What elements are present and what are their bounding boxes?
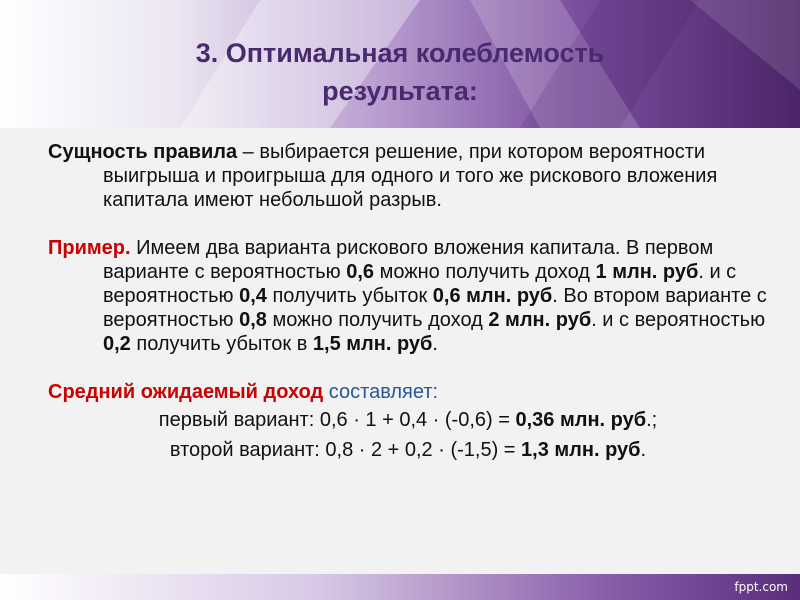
example-text-5: . Во втором варианте с вероятностью (103, 285, 767, 331)
rule-label: Сущность правила (48, 141, 238, 163)
variant-2-result: 1,3 млн. руб (521, 439, 641, 461)
example-label: Пример. (48, 237, 131, 259)
example-value-2: 1 млн. руб (595, 261, 699, 283)
example-paragraph (48, 236, 768, 356)
example-text-1: Имеем два варианта рискового вложения капитала. В первом варианте с вероятностью (103, 237, 714, 283)
footer-bar (0, 574, 800, 600)
example-value-6: 2 млн. руб (488, 309, 592, 331)
slide-body (48, 140, 768, 462)
example-text-7: . и с вероятностью (591, 309, 766, 331)
fppt-logo: fppt.com (734, 580, 788, 594)
example-text-2: можно получить доход (374, 261, 596, 283)
example-text-8: получить убыток в (130, 333, 313, 355)
title-line-2: результата: (322, 76, 478, 106)
variant-1-result: 0,36 млн. руб (515, 409, 647, 431)
rule-text: – выбирается решение, при котором вероятности выигрыша и проигрыша для одного и того же рискового вложения капитала имеют небольшой разрыв. (103, 141, 718, 211)
variant-1-line (48, 408, 768, 432)
example-value-7: 0,2 (103, 333, 131, 355)
income-text: составляет: (323, 381, 439, 403)
income-paragraph (48, 380, 768, 404)
income-label: Средний ожидаемый доход (48, 381, 324, 403)
example-text-3: . и с вероятностью (103, 261, 737, 307)
variant-2-line (48, 438, 768, 462)
example-text-9: . (432, 333, 438, 355)
example-value-1: 0,6 (346, 261, 375, 283)
example-value-8: 1,5 млн. руб (312, 333, 433, 355)
variant-1-end: .; (646, 409, 658, 431)
variant-2-end: . (640, 439, 647, 461)
title-line-1: 3. Оптимальная колеблемость (195, 38, 605, 68)
variant-2-text: второй вариант: 0,8 · 2 + 0,2 · (-1,5) = (169, 439, 522, 461)
page-title (0, 34, 800, 110)
example-text-4: получить убыток (266, 285, 433, 307)
example-value-4: 0,6 млн. руб (432, 285, 553, 307)
rule-paragraph (48, 140, 768, 212)
example-value-3: 0,4 (239, 285, 267, 307)
example-text-6: можно получить доход (266, 309, 489, 331)
variant-1-text: первый вариант: 0,6 · 1 + 0,4 · (-0,6) = (158, 409, 516, 431)
example-value-5: 0,8 (239, 309, 267, 331)
